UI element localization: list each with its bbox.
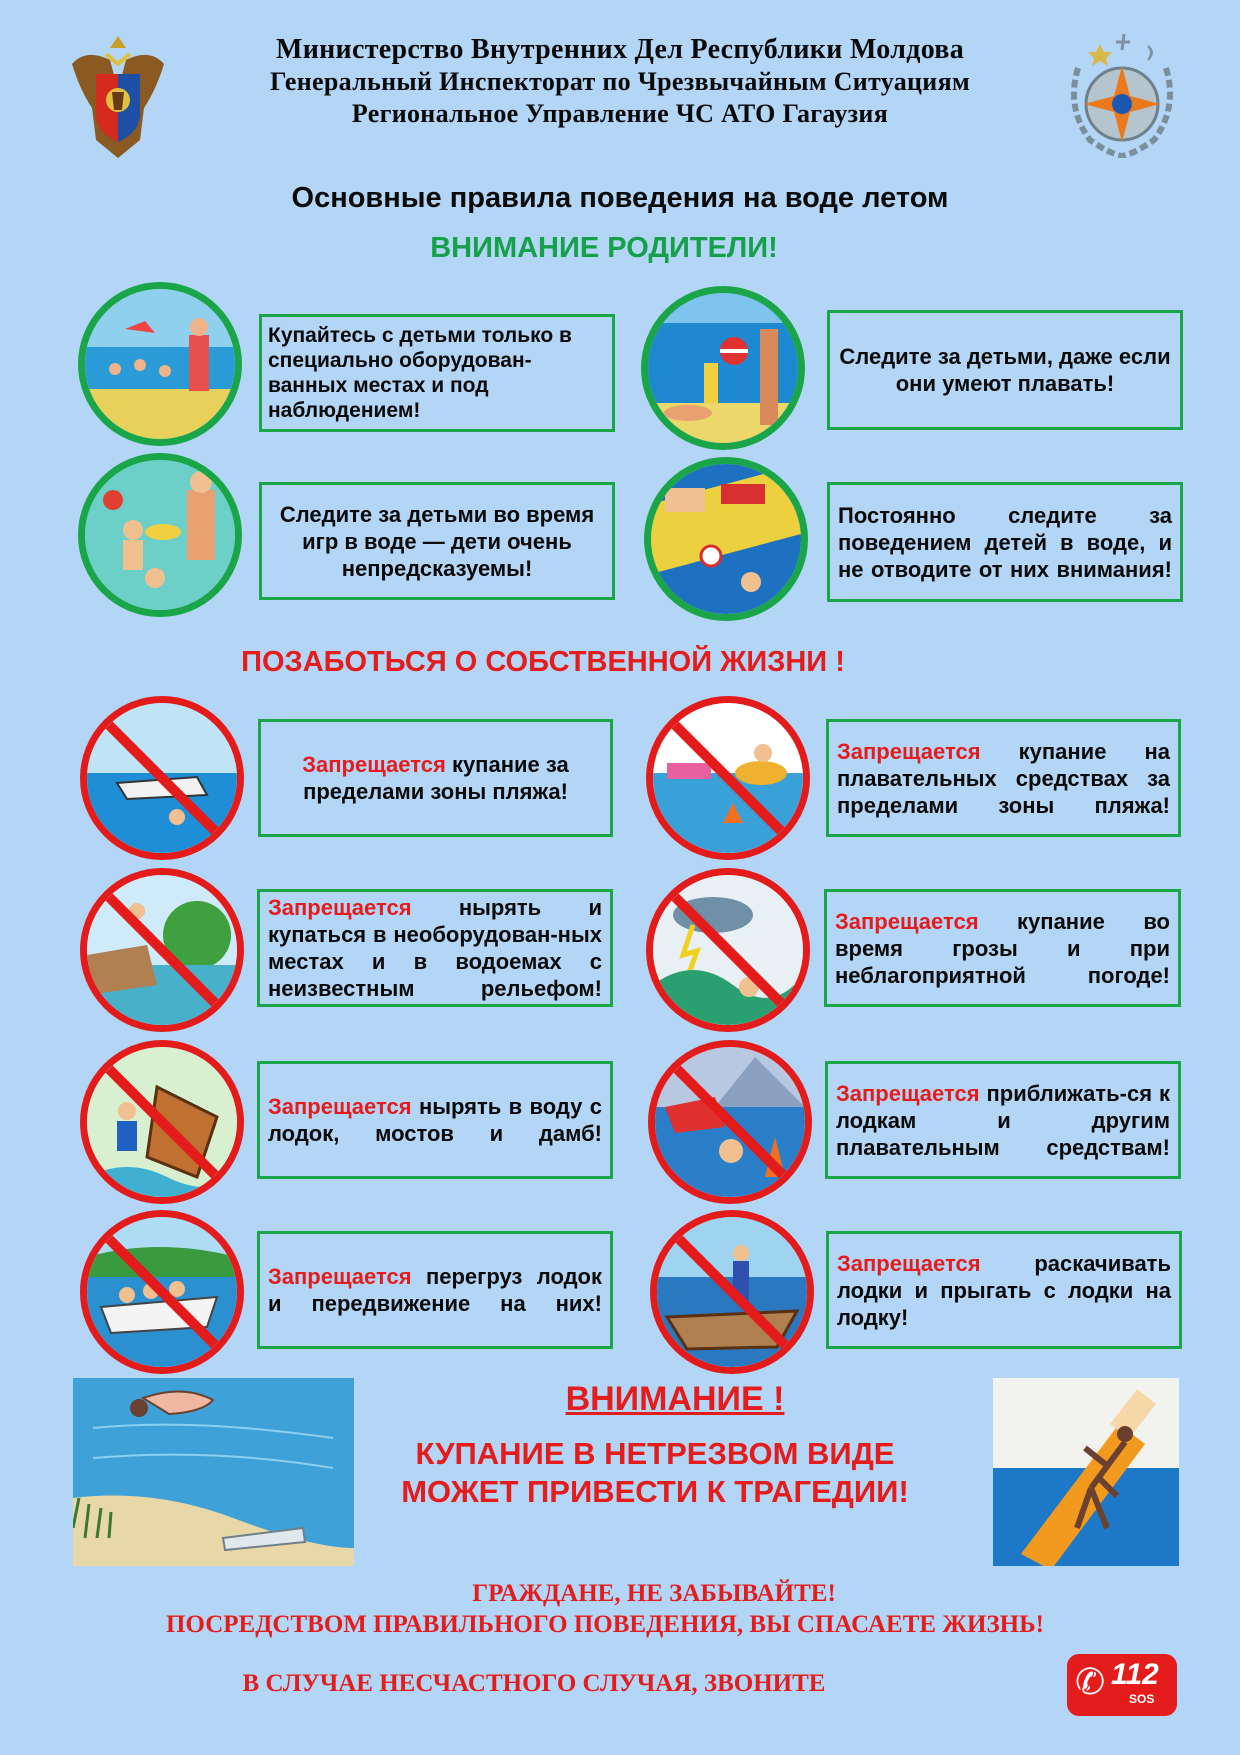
- rule-2-ban-word: Запрещается: [837, 738, 981, 764]
- rule-8-text: раскачивать лодки и прыгать с лодки на лодку!: [837, 1250, 1171, 1330]
- rule-8-ban-word: Запрещается: [837, 1250, 981, 1276]
- emergency-service-emblem-icon: [1060, 28, 1184, 158]
- rule-2-text-block: [837, 738, 1170, 819]
- rule-1-ban-word: Запрещается: [302, 752, 446, 777]
- approaching-boats-prohibited-icon: [648, 1040, 812, 1204]
- rule-3-text: нырять и купаться в необорудован-ных местах и в водоемах с неизвестным рельефом!: [268, 895, 602, 1001]
- parents-tip-2: [827, 310, 1183, 430]
- header-regional: Региональное Управление ЧС АТО Гагаузия: [351, 99, 889, 128]
- children-with-ball-illustration: [641, 286, 805, 450]
- parents-tip-4: [827, 482, 1183, 602]
- footer-call: В СЛУЧАЕ НЕСЧАСТНОГО СЛУЧАЯ, ЗВОНИТЕ: [242, 1670, 826, 1697]
- rule-4-text-block: [835, 908, 1170, 989]
- drunk-swimmer-illustration: [73, 1378, 354, 1566]
- rule-8-text-block: [837, 1250, 1171, 1331]
- swimming-during-storm-prohibited-icon: [646, 868, 810, 1032]
- rule-6-text-block: [836, 1080, 1170, 1161]
- warning-line-1: КУПАНИЕ В НЕТРЕЗВОМ ВИДЕ: [415, 1436, 895, 1471]
- child-swimming-ball-illustration: [644, 457, 808, 621]
- self-care-heading: ПОЗАБОТЬСЯ О СОБСТВЕННОЙ ЖИЗНИ !: [241, 646, 845, 678]
- rule-4-ban-word: Запрещается: [835, 908, 979, 934]
- rule-4-text: купание во время грозы и при неблагоприятной погоде!: [835, 908, 1170, 988]
- warning-heading: ВНИМАНИЕ !: [565, 1380, 785, 1418]
- parents-tip-1: [259, 314, 615, 432]
- rule-8: [826, 1231, 1182, 1349]
- rule-5: [257, 1061, 613, 1179]
- moldova-coat-of-arms-icon: [66, 30, 170, 162]
- swimming-beyond-beach-prohibited-icon: [80, 696, 244, 860]
- rule-7-text: перегруз лодок и передвижение на них!: [268, 1264, 602, 1316]
- footer-reminder: ГРАЖДАНЕ, НЕ ЗАБЫВАЙТЕ!: [472, 1580, 836, 1607]
- rule-6-text: приближать-ся к лодкам и другим плавательным средствам!: [836, 1080, 1170, 1160]
- header-ministry: Министерство Внутренних Дел Республики Молдова: [275, 34, 965, 65]
- parents-tip-3: [259, 482, 615, 600]
- family-playing-in-water-illustration: [78, 453, 242, 617]
- rule-3-text-block: [268, 894, 602, 1002]
- rule-3: [257, 889, 613, 1007]
- diving-from-boats-prohibited-icon: [80, 1040, 244, 1204]
- parents-tip-1-text: Купайтесь с детьми только в специально оборудован-ванных местах и под наблюдением!: [268, 324, 572, 422]
- bottle-swimmer-illustration: [993, 1378, 1179, 1566]
- rule-5-text: нырять в воду с лодок, мостов и дамб!: [268, 1094, 602, 1146]
- rule-7-ban-word: Запрещается: [268, 1264, 412, 1289]
- beach-lifeguard-illustration: [78, 282, 242, 446]
- page-title: Основные правила поведения на воде летом: [291, 182, 949, 214]
- parents-tip-2-text: Следите за детьми, даже если они умеют плавать!: [839, 344, 1171, 396]
- emergency-112-badge[interactable]: [1067, 1654, 1177, 1716]
- boat-overload-prohibited-icon: [80, 1210, 244, 1374]
- rule-3-ban-word: Запрещается: [268, 895, 412, 920]
- warning-line-2: МОЖЕТ ПРИВЕСТИ К ТРАГЕДИИ!: [401, 1474, 909, 1509]
- rule-1-text: купание за пределами зоны пляжа!: [303, 752, 569, 804]
- rule-1: [258, 719, 613, 837]
- rule-7-text-block: [268, 1263, 602, 1317]
- emergency-number: 112: [1111, 1658, 1159, 1691]
- parents-tip-4-text: Постоянно следите за поведением детей в воде, и не отводите от них внимания!: [838, 502, 1172, 582]
- header-inspectorate: Генеральный Инспекторат по Чрезвычайным Ситуациям: [270, 67, 970, 96]
- rule-1-text-block: [269, 751, 602, 805]
- parents-tip-3-text: Следите за детьми во время игр в воде — дети очень непредсказуемы!: [279, 501, 595, 581]
- rule-5-ban-word: Запрещается: [268, 1094, 412, 1119]
- rule-6: [825, 1061, 1181, 1179]
- rule-2: [826, 719, 1181, 837]
- rule-5-text-block: [268, 1093, 602, 1147]
- phone-icon: ✆: [1075, 1661, 1106, 1702]
- parents-heading: ВНИМАНИЕ РОДИТЕЛИ!: [430, 232, 778, 264]
- rocking-boats-prohibited-icon: [650, 1210, 814, 1374]
- rule-2-text: купание на плавательных средствах за пределами зоны пляжа!: [837, 738, 1170, 818]
- floating-devices-prohibited-icon: [646, 696, 810, 860]
- emergency-sos: SOS: [1129, 1692, 1155, 1706]
- diving-unequipped-places-prohibited-icon: [80, 868, 244, 1032]
- footer-save-lives: ПОСРЕДСТВОМ ПРАВИЛЬНОГО ПОВЕДЕНИЯ, ВЫ СПАСАЕТЕ ЖИЗНЬ!: [166, 1611, 1044, 1638]
- rule-4: [824, 889, 1181, 1007]
- rule-7: [257, 1231, 613, 1349]
- rule-6-ban-word: Запрещается: [836, 1080, 980, 1106]
